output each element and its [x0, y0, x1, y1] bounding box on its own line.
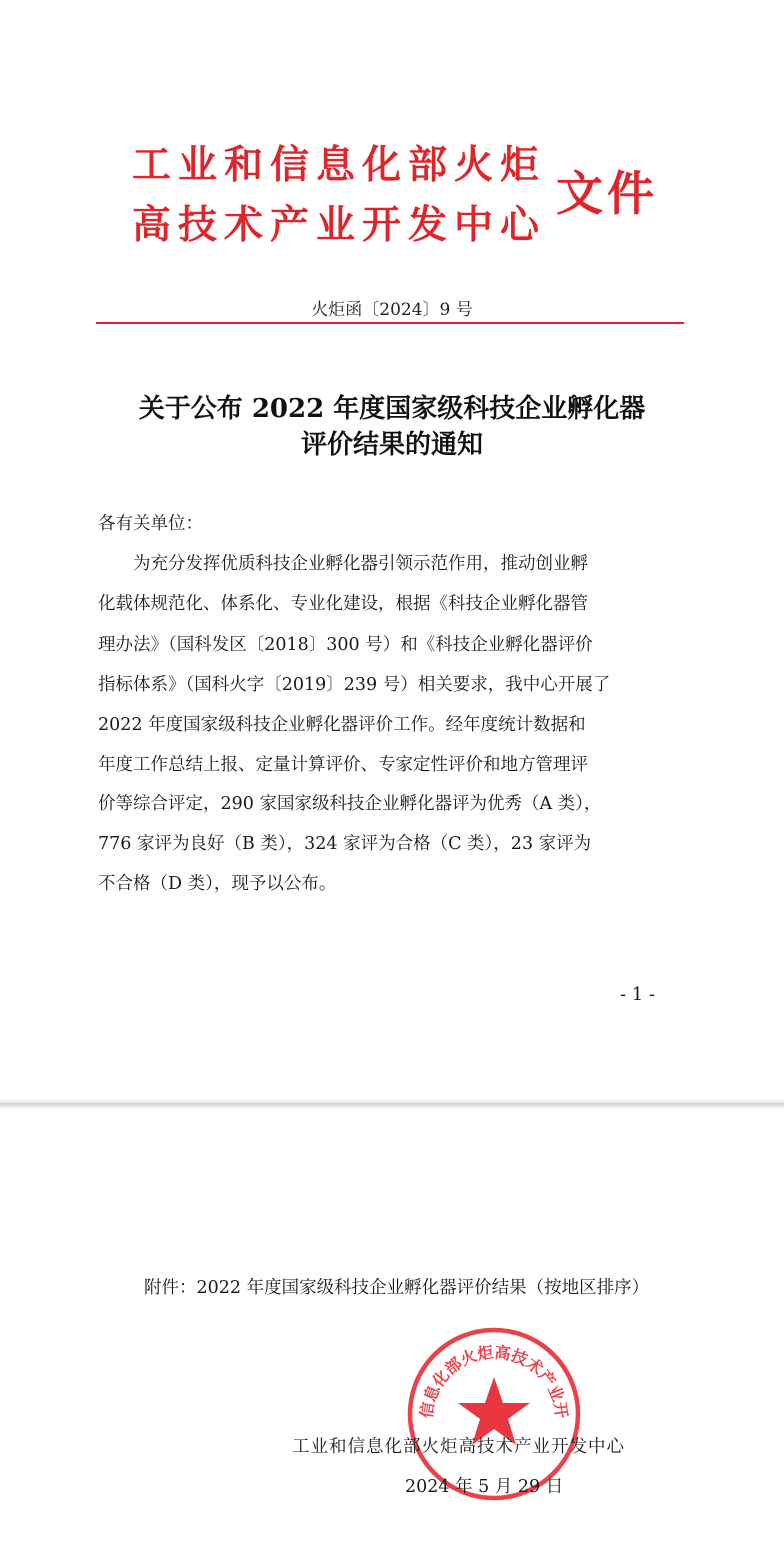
body-line: 776 家评为良好（B 类），324 家评为合格（C 类），23 家评为 [98, 834, 592, 854]
page-separator [0, 1098, 784, 1108]
body-line: 价等综合评定，290 家国家级科技企业孵化器评为优秀（A 类）， [98, 794, 602, 814]
document-type-label: 文件 [556, 167, 658, 222]
notice-title-line2: 评价结果的通知 [300, 430, 483, 460]
header-divider [96, 322, 684, 324]
signature-organization: 工业和信息化部火炬高技术产业开发中心 [292, 1437, 625, 1457]
body-line: 理办法》（国科发区〔2018〕300 号）和《科技企业孵化器评价 [98, 635, 593, 655]
issuer-name-line1: 工业和信息化部火炬 [132, 142, 547, 188]
body-line: 2022 年度国家级科技企业孵化器评价工作。经年度统计数据和 [98, 715, 586, 735]
body-line: 指标体系》（国科火字〔2019〕239 号）相关要求，我中心开展了 [98, 675, 611, 695]
page-number: - 1 - [620, 984, 656, 1005]
seal-text: 信息化部火炬高技术产业开 [416, 1342, 572, 1420]
document-page-2 [0, 1108, 784, 1551]
body-line: 不合格（D 类），现予以公布。 [98, 874, 337, 894]
attachment-text: 2022 年度国家级科技企业孵化器评价结果（按地区排序） [196, 1278, 650, 1298]
body-line: 年度工作总结上报、定量计算评价、专家定性评价和地方管理评 [98, 755, 588, 775]
attachment-label: 附件： [144, 1278, 197, 1298]
signature-date: 2024 年 5 月 29 日 [405, 1477, 564, 1497]
body-line: 为充分发挥优质科技企业孵化器引领示范作用，推动创业孵 [133, 554, 588, 574]
document-number: 火炬函〔2024〕9 号 [311, 300, 473, 320]
notice-title-line1: 关于公布 2022 年度国家级科技企业孵化器 [138, 394, 646, 424]
issuer-name-line2: 高技术产业开发中心 [132, 202, 547, 248]
attachment-note [144, 1270, 684, 1307]
body-line: 化载体规范化、体系化、专业化建设，根据《科技企业孵化器管 [98, 594, 588, 614]
salutation: 各有关单位： [98, 514, 203, 534]
